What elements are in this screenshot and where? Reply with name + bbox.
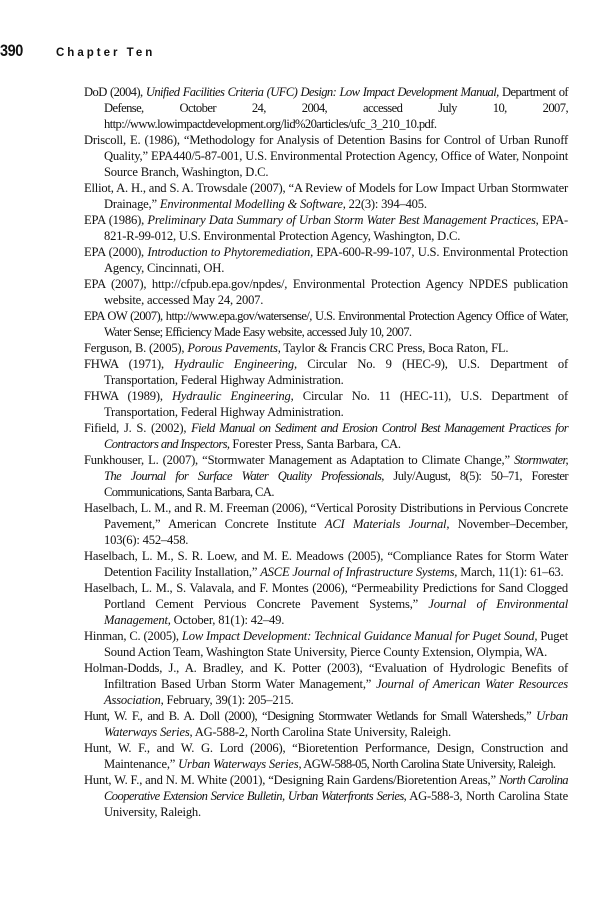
- ref-text: EPA OW (2007), http://www.epa.gov/watersense/, U.S. Environmental Protection Agency Office of Water, Water Sense; Efficiency Made Easy website, accessed July 10, 2007.: [84, 309, 568, 339]
- ref-title: Journal of Environmental Management,: [104, 597, 568, 627]
- ref-text: October, 81(1): 42–49.: [170, 613, 285, 627]
- ref-text: EPA-821-R-99-012, U.S. Environmental Protection Agency, Washington, D.C.: [104, 213, 569, 243]
- ref-text: Holman-Dodds, J., A. Bradley, and K. Potter (2003), “Evaluation of Hydrologic Benefits of Infiltration Based Urban Storm Water Management,”: [84, 661, 568, 691]
- ref-title: Hydraulic Engineering,: [172, 389, 294, 403]
- ref-text: Driscoll, E. (1986), “Methodology for Analysis of Detention Basins for Control of Urban Runoff Quality,” EPA440/5-87-001, U.S. Environmental Protection Agency, Office of Water, Nonpoint Source Branch, Washington, D.C.: [84, 133, 568, 179]
- ref-text: Hinman, C. (2005),: [84, 629, 182, 643]
- reference-entry: [84, 308, 568, 340]
- ref-text: 22(3): 394–405.: [345, 197, 427, 211]
- reference-entry: [84, 500, 568, 548]
- ref-text: Forester Press, Santa Barbara, CA.: [229, 437, 401, 451]
- reference-entry: [84, 628, 568, 660]
- reference-entry: [84, 772, 568, 820]
- ref-text: EPA (2007), http://cfpub.epa.gov/npdes/, Environmental Protection Agency NPDES publication website, accessed May 24, 2007.: [84, 277, 568, 307]
- ref-title: Field Manual on Sediment and Erosion Control Best Management Practices for Contractors and Inspectors,: [104, 421, 568, 451]
- reference-entry: [84, 740, 568, 772]
- ref-text: FHWA (1971),: [84, 357, 175, 371]
- reference-entry: [84, 212, 568, 244]
- ref-title: Low Impact Development: Technical Guidance Manual for Puget Sound,: [181, 629, 538, 643]
- reference-entry: [84, 340, 568, 356]
- running-head: [0, 41, 155, 63]
- ref-text: AG-588-2, North Carolina State University, Raleigh.: [192, 725, 451, 739]
- ref-text: Haselbach, L. M., S. R. Loew, and M. E. Meadows (2005), “Compliance Rates for Storm Water Detention Facility Installation,”: [84, 549, 568, 579]
- ref-title: Porous Pavements,: [187, 341, 281, 355]
- ref-title: ASCE Journal of Infrastructure Systems,: [260, 565, 458, 579]
- reference-entry: [84, 388, 568, 420]
- reference-entry: [84, 660, 568, 708]
- reference-entry: [84, 244, 568, 276]
- reference-entry: [84, 548, 568, 580]
- ref-text: Hunt, W. F., and W. G. Lord (2006), “Bioretention Performance, Design, Construction and Maintenance,”: [84, 741, 568, 771]
- ref-text: February, 39(1): 205–215.: [163, 693, 294, 707]
- ref-text: Funkhouser, L. (2007), “Stormwater Management as Adaptation to Climate Change,”: [84, 453, 515, 467]
- ref-text: EPA (2000),: [84, 245, 148, 259]
- ref-title: Urban Waterways Series,: [104, 709, 568, 739]
- reference-entry: [84, 708, 568, 740]
- ref-title: Hydraulic Engineering,: [174, 357, 297, 371]
- ref-title: North Carolina Cooperative Extension Service Bulletin, Urban Waterfronts Series,: [104, 773, 568, 803]
- ref-text: EPA-600-R-99-107, U.S. Environmental Protection Agency, Cincinnati, OH.: [104, 245, 568, 275]
- ref-text: Haselbach, L. M., and R. M. Freeman (2006), “Vertical Porosity Distributions in Pervious Concrete Pavement,” American Concrete Institute: [84, 501, 568, 531]
- ref-text: Taylor & Francis CRC Press, Boca Raton, FL.: [280, 341, 509, 355]
- ref-title: Urban Waterways Series,: [178, 757, 302, 771]
- ref-text: FHWA (1989),: [84, 389, 173, 403]
- ref-title: Journal of American Water Resources Association,: [104, 677, 568, 707]
- ref-text: EPA (1986),: [84, 213, 148, 227]
- reference-entry: [84, 452, 568, 500]
- ref-title: Introduction to Phytoremediation,: [147, 245, 314, 259]
- reference-list: [84, 84, 568, 820]
- ref-text: Ferguson, B. (2005),: [84, 341, 188, 355]
- reference-entry: [84, 276, 568, 308]
- ref-text: Elliot, A. H., and S. A. Trowsdale (2007), “A Review of Models for Low Impact Urban Stormwater Drainage,”: [84, 181, 568, 211]
- reference-entry: [84, 420, 568, 452]
- ref-text: Hunt, W. F., and B. A. Doll (2000), “Designing Stormwater Wetlands for Small Watersheds,”: [84, 709, 537, 723]
- ref-text: Circular No. 11 (HEC-11), U.S. Department of Transportation, Federal Highway Administration.: [104, 389, 569, 419]
- ref-text: Haselbach, L. M., S. Valavala, and F. Montes (2006), “Permeability Predictions for Sand Clogged Portland Cement Pervious Concrete Pavement Systems,”: [84, 581, 568, 611]
- reference-entry: [84, 84, 568, 132]
- ref-text: Hunt, W. F., and N. M. White (2001), “Designing Rain Gardens/Bioretention Areas,”: [84, 773, 499, 787]
- ref-title: Stormwater, The Journal for Surface Water Quality Professionals,: [104, 453, 568, 483]
- page-number: 390: [0, 41, 23, 60]
- chapter-title: Chapter Ten: [56, 47, 156, 59]
- reference-entry: [84, 356, 568, 388]
- ref-text: Puget Sound Action Team, Washington State University, Pierce County Extension, Olympia, WA.: [104, 629, 569, 659]
- ref-title: Environmental Modelling & Software,: [159, 197, 346, 211]
- reference-entry: [84, 180, 568, 212]
- reference-entry: [84, 580, 568, 628]
- ref-text: Circular No. 9 (HEC-9), U.S. Department of Transportation, Federal Highway Administration.: [104, 357, 568, 387]
- ref-text: July/August, 8(5): 50–71, Forester Communications, Santa Barbara, CA.: [104, 469, 568, 499]
- ref-title: Preliminary Data Summary of Urban Storm Water Best Management Practices,: [147, 213, 539, 227]
- reference-entry: [84, 132, 568, 180]
- ref-title: ACI Materials Journal,: [324, 517, 450, 531]
- ref-title: Unified Facilities Criteria (UFC) Design: Low Impact Development Manual,: [145, 85, 499, 99]
- ref-text: Department of Defense, October 24, 2004, accessed July 10, 2007, http://www.lowimpactdevelopment.org/lid%20articles/ufc_3_210_10.pdf.: [104, 85, 568, 131]
- ref-text: AGW-588-05, North Carolina State University, Raleigh.: [301, 757, 556, 771]
- ref-text: November–December, 103(6): 452–458.: [104, 517, 568, 547]
- ref-text: March, 11(1): 61–63.: [457, 565, 564, 579]
- ref-text: DoD (2004),: [84, 85, 146, 99]
- ref-text: AG-588-3, North Carolina State University, Raleigh.: [104, 789, 568, 819]
- ref-text: Fifield, J. S. (2002),: [84, 421, 192, 435]
